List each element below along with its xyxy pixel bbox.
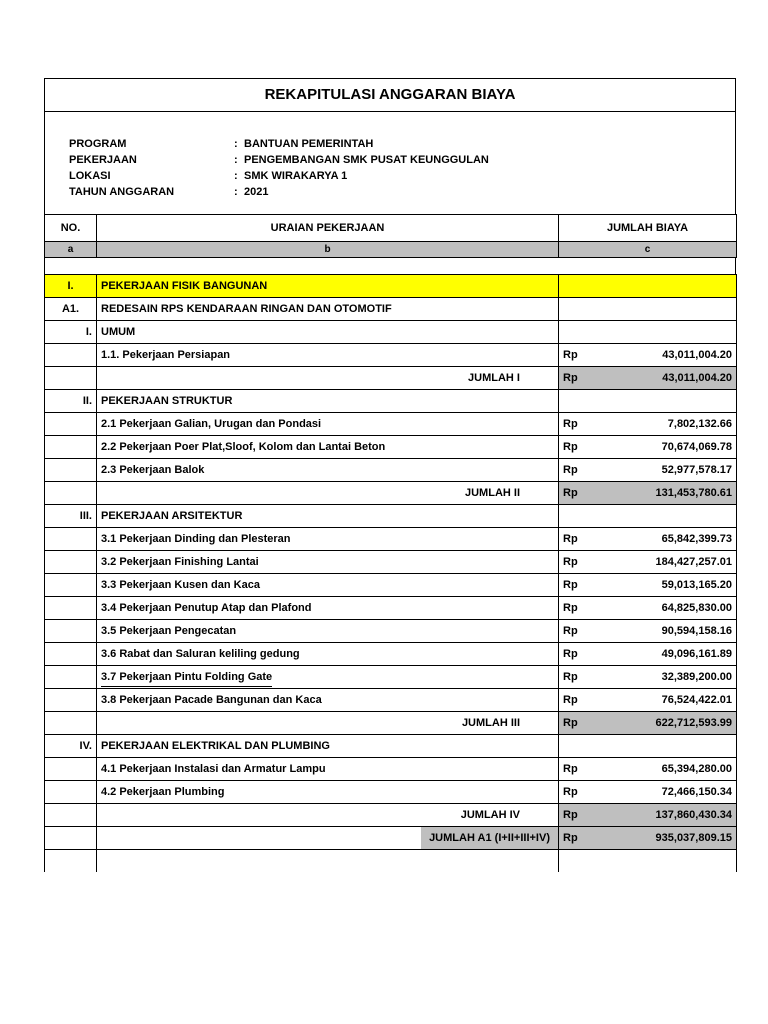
group-amount [559,390,737,413]
grand-total-amount [559,827,737,850]
item-amount [559,528,737,551]
item-label-text: 3.6 Rabat dan Saluran keliling gedung [101,648,300,660]
subtotal-row [45,712,737,735]
amount [563,781,732,803]
item-label [97,689,559,712]
group-row [45,505,737,528]
item-no [45,666,97,689]
amount [563,551,732,573]
subtotal-label: JUMLAH II [97,482,559,505]
group-no: IV. [45,735,97,758]
currency-label: Rp [563,671,578,683]
item-amount [559,758,737,781]
item-amount [559,781,737,804]
amount [563,528,732,550]
amount [563,413,732,435]
group-row [45,390,737,413]
info-value: 2021 [244,186,269,198]
table-row [45,620,737,643]
group-no: III. [45,505,97,528]
item-amount [559,643,737,666]
item-label-text: 3.2 Pekerjaan Finishing Lantai [101,556,259,568]
info-block [44,111,736,214]
subtotal-row [45,804,737,827]
currency-label: Rp [563,809,578,821]
subtotal-label: JUMLAH I [97,367,559,390]
group-label: UMUM [97,321,559,344]
item-amount [559,597,737,620]
page-title: REKAPITULASI ANGGARAN BIAYA [44,78,736,111]
amount-value: 184,427,257.01 [655,556,732,568]
amount [563,597,732,619]
info-sep: : [234,154,238,166]
currency-label: Rp [563,349,578,361]
group-label: PEKERJAAN ELEKTRIKAL DAN PLUMBING [97,735,559,758]
info-value: SMK WIRAKARYA 1 [244,170,348,182]
amount [563,804,732,826]
currency-label: Rp [563,487,578,499]
table-row [45,459,737,482]
info-key: PROGRAM [69,138,127,150]
group-amount [559,735,737,758]
subtotal-label: JUMLAH IV [97,804,559,827]
amount-value: 622,712,593.99 [655,717,732,729]
currency-label: Rp [563,648,578,660]
item-label-text: 3.3 Pekerjaan Kusen dan Kaca [101,579,260,591]
item-no [45,436,97,459]
amount-value: 52,977,578.17 [661,464,732,476]
item-no [45,620,97,643]
amount [563,459,732,481]
item-no [45,781,97,804]
amount-value: 43,011,004.20 [662,372,732,384]
budget-sheet [44,78,736,872]
info-sep: : [234,170,238,182]
group-no: II. [45,390,97,413]
currency-label: Rp [563,533,578,545]
grand-total-row [45,827,737,850]
currency-label: Rp [563,441,578,453]
table-row [45,781,737,804]
item-label-text: 3.1 Pekerjaan Dinding dan Plesteran [101,533,291,545]
subtotal-row [45,367,737,390]
amount [563,758,732,780]
empty-cell [97,850,559,873]
item-amount [559,344,737,367]
col-header-jumlah: JUMLAH BIAYA [559,215,737,242]
item-no [45,528,97,551]
item-amount [559,459,737,482]
amount [563,574,732,596]
table-row [45,689,737,712]
amount [563,689,732,711]
item-label [97,597,559,620]
table-row [45,436,737,459]
col-key-c: c [559,242,737,258]
amount [563,367,732,389]
item-label [97,758,559,781]
item-no [45,689,97,712]
grand-total-label: JUMLAH A1 (I+II+III+IV) [421,827,558,849]
currency-label: Rp [563,832,578,844]
currency-label: Rp [563,786,578,798]
table-row [45,344,737,367]
amount-value: 65,394,280.00 [661,763,732,775]
currency-label: Rp [563,464,578,476]
info-sep: : [234,186,238,198]
item-label-text: 3.5 Pekerjaan Pengecatan [101,625,237,637]
table-row [45,666,737,689]
amount-value: 90,594,158.16 [661,625,732,637]
grand-total-no [45,827,97,850]
col-header-no: NO. [45,215,97,242]
item-amount [559,413,737,436]
item-label-text: 2.3 Pekerjaan Balok [101,464,205,476]
section-no: I. [45,275,97,298]
item-no [45,344,97,367]
item-label-text: 3.7 Pekerjaan Pintu Folding Gate [101,668,272,687]
group-row [45,321,737,344]
currency-label: Rp [563,694,578,706]
currency-label: Rp [563,372,578,384]
info-value: BANTUAN PEMERINTAH [244,138,374,150]
item-label-text: 3.8 Pekerjaan Pacade Bangunan dan Kaca [101,694,322,706]
amount [563,666,732,688]
item-label-text: 4.2 Pekerjaan Plumbing [101,786,225,798]
budget-table [44,274,737,872]
currency-label: Rp [563,763,578,775]
group-amount [559,505,737,528]
item-no [45,551,97,574]
subtotal-no [45,804,97,827]
item-amount [559,689,737,712]
subtotal-label: JUMLAH III [97,712,559,735]
subtotal-row [45,482,737,505]
col-key-b: b [97,242,559,258]
item-amount [559,551,737,574]
amount-value: 76,524,422.01 [661,694,732,706]
item-label [97,344,559,367]
item-amount [559,574,737,597]
info-key: LOKASI [69,170,111,182]
empty-cell [559,850,737,873]
subtotal-amount [559,482,737,505]
amount-value: 72,466,150.34 [661,786,732,798]
table-row [45,574,737,597]
amount [563,436,732,458]
currency-label: Rp [563,717,578,729]
item-label-text: 3.4 Pekerjaan Penutup Atap dan Plafond [101,602,312,614]
currency-label: Rp [563,602,578,614]
subsection-amount [559,298,737,321]
amount-value: 43,011,004.20 [662,349,732,361]
info-key: PEKERJAAN [69,154,137,166]
amount-value: 935,037,809.15 [655,832,732,844]
amount [563,712,732,734]
item-amount [559,620,737,643]
group-no: I. [45,321,97,344]
table-row [45,413,737,436]
subtotal-amount [559,804,737,827]
section-row [45,275,737,298]
table-row [45,758,737,781]
amount [563,643,732,665]
item-label [97,528,559,551]
table-row [45,643,737,666]
group-row [45,735,737,758]
currency-label: Rp [563,579,578,591]
amount-value: 64,825,830.00 [661,602,732,614]
amount [563,620,732,642]
table-header [44,214,737,258]
col-header-uraian: URAIAN PEKERJAAN [97,215,559,242]
group-label: PEKERJAAN ARSITEKTUR [97,505,559,528]
item-no [45,574,97,597]
empty-row [45,850,737,873]
amount-value: 65,842,399.73 [661,533,732,545]
col-key-a: a [45,242,97,258]
subsection-row [45,298,737,321]
item-label [97,666,559,689]
info-value: PENGEMBANGAN SMK PUSAT KEUNGGULAN [244,154,489,166]
item-label-text: 2.2 Pekerjaan Poer Plat,Sloof, Kolom dan Lantai Beton [101,441,386,453]
subtotal-no [45,482,97,505]
item-label [97,574,559,597]
item-amount [559,436,737,459]
amount [563,827,732,849]
amount [563,482,732,504]
amount-value: 131,453,780.61 [655,487,732,499]
item-label [97,551,559,574]
item-label [97,620,559,643]
section-label: PEKERJAAN FISIK BANGUNAN [97,275,559,298]
item-amount [559,666,737,689]
empty-cell [45,850,97,873]
amount-value: 59,013,165.20 [661,579,732,591]
amount-value: 70,674,069.78 [661,441,732,453]
item-label [97,459,559,482]
item-label-text: 4.1 Pekerjaan Instalasi dan Armatur Lampu [101,763,326,775]
subtotal-amount [559,712,737,735]
item-no [45,597,97,620]
amount-value: 32,389,200.00 [661,671,732,683]
subsection-no: A1. [45,298,97,321]
item-no [45,459,97,482]
item-no [45,643,97,666]
subtotal-no [45,367,97,390]
info-key: TAHUN ANGGARAN [69,186,175,198]
table-row [45,597,737,620]
header-gap [44,258,736,274]
item-label [97,413,559,436]
group-label: PEKERJAAN STRUKTUR [97,390,559,413]
currency-label: Rp [563,418,578,430]
item-no [45,413,97,436]
item-label [97,436,559,459]
grand-total-label-cell [97,827,559,850]
currency-label: Rp [563,625,578,637]
subtotal-no [45,712,97,735]
table-row [45,528,737,551]
info-sep: : [234,138,238,150]
item-label [97,643,559,666]
subsection-label: REDESAIN RPS KENDARAAN RINGAN DAN OTOMOTIF [97,298,559,321]
amount-value: 49,096,161.89 [661,648,732,660]
subtotal-amount [559,367,737,390]
item-label-text: 2.1 Pekerjaan Galian, Urugan dan Pondasi [101,418,322,430]
group-amount [559,321,737,344]
amount-value: 137,860,430.34 [655,809,732,821]
table-row [45,551,737,574]
item-label [97,781,559,804]
currency-label: Rp [563,556,578,568]
section-amount [559,275,737,298]
amount [563,344,732,366]
item-label-text: 1.1. Pekerjaan Persiapan [101,349,231,361]
item-no [45,758,97,781]
amount-value: 7,802,132.66 [667,418,732,430]
